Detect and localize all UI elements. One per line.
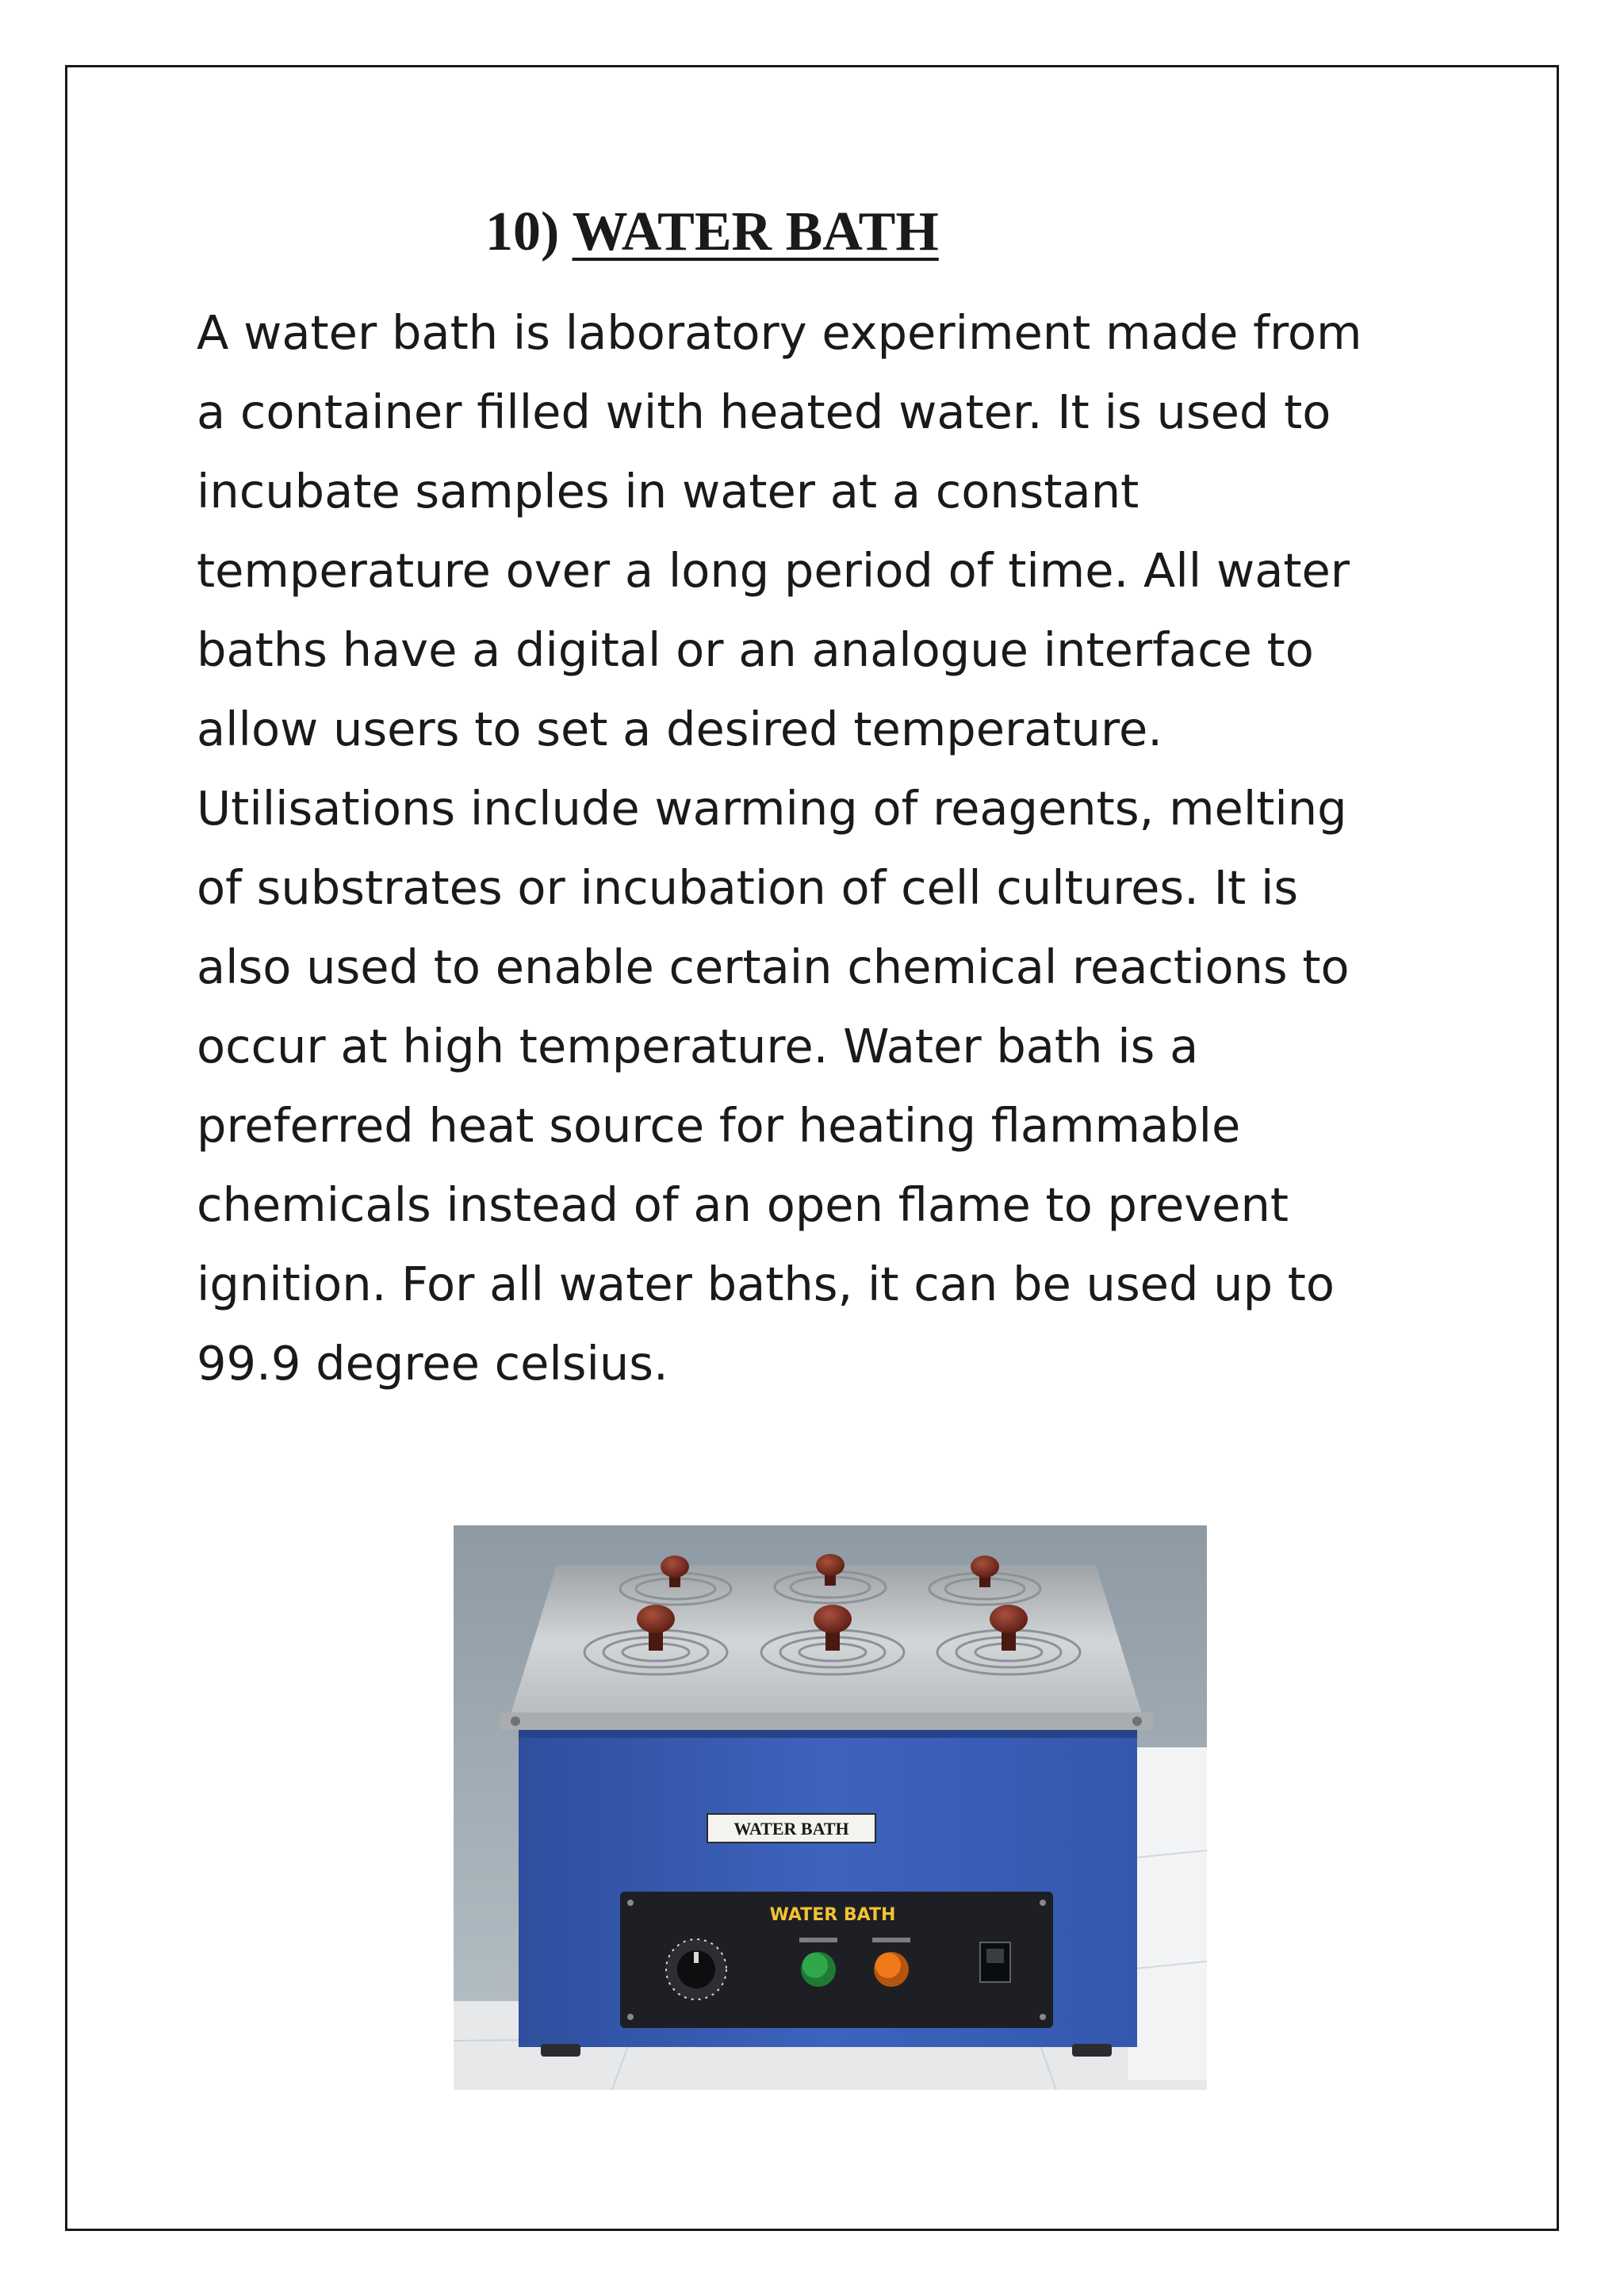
paragraph-line: chemicals instead of an open flame to prevent bbox=[197, 1177, 1289, 1232]
paragraph-line: incubate samples in water at a constant bbox=[197, 464, 1139, 519]
paragraph-line: of substrates or incubation of cell cultures. It is bbox=[197, 860, 1299, 915]
water-bath-photo bbox=[454, 1525, 1207, 2090]
heading-number: 10) bbox=[485, 201, 560, 262]
heading-title: WATER BATH bbox=[572, 201, 939, 262]
sticker-label: WATER BATH bbox=[733, 1819, 849, 1839]
panel-title: WATER BATH bbox=[769, 1905, 896, 1925]
paragraph-line: Utilisations include warming of reagents, melting bbox=[197, 781, 1347, 836]
paragraph-line: 99.9 degree celsius. bbox=[197, 1336, 668, 1391]
paragraph-line: temperature over a long period of time. All water bbox=[197, 543, 1350, 598]
paragraph-line: also used to enable certain chemical reactions to bbox=[197, 939, 1350, 994]
paragraph-line: ignition. For all water baths, it can be used up to bbox=[197, 1257, 1335, 1311]
paragraph-line: allow users to set a desired temperature. bbox=[197, 702, 1162, 756]
description-paragraph bbox=[197, 293, 1434, 1403]
paragraph-line: occur at high temperature. Water bath is a bbox=[197, 1019, 1199, 1073]
paragraph-line: baths have a digital or an analogue interface to bbox=[197, 622, 1314, 677]
page-heading bbox=[485, 197, 939, 268]
paragraph-line: A water bath is laboratory experiment made from bbox=[197, 305, 1362, 360]
paragraph-line: a container filled with heated water. It is used to bbox=[197, 385, 1331, 439]
paragraph-line: preferred heat source for heating flammable bbox=[197, 1098, 1241, 1153]
